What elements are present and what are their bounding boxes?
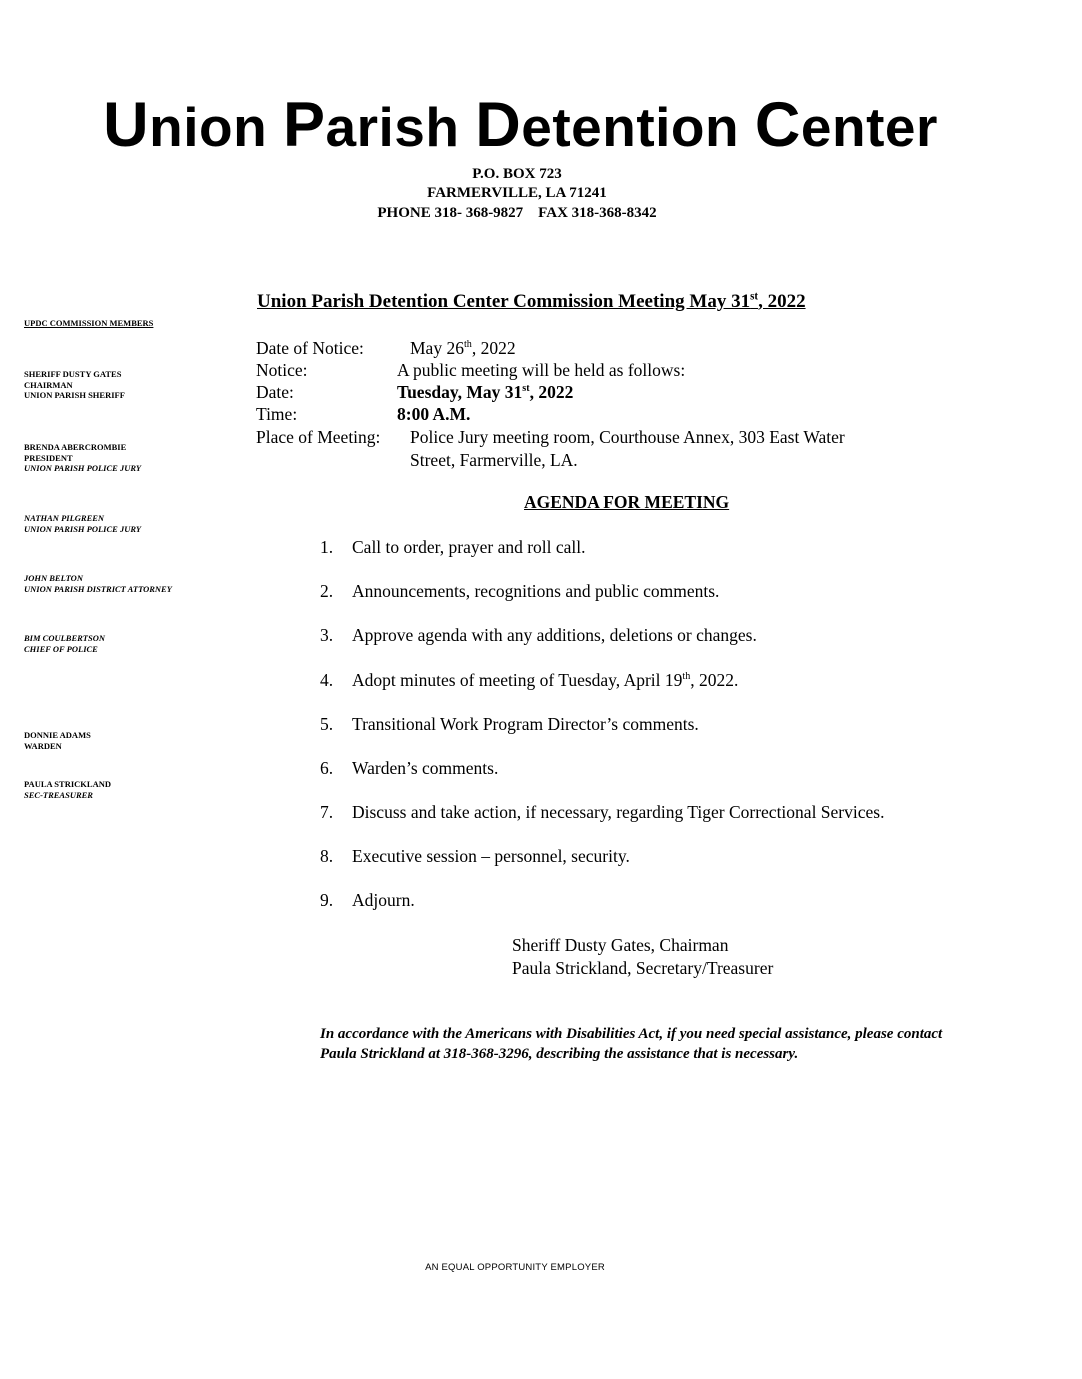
member-entry: BIM COULBERTSON CHIEF OF POLICE xyxy=(24,633,106,654)
member-entry: PAULA STRICKLAND SEC-TREASURER xyxy=(24,779,111,800)
member-entry: NATHAN PILGREEN UNION PARISH POLICE JURY xyxy=(24,513,142,534)
member-entry: JOHN BELTON UNION PARISH DISTRICT ATTORNEY xyxy=(24,573,172,594)
agenda-title: AGENDA FOR MEETING xyxy=(524,492,730,512)
ada-accessibility-note: In accordance with the Americans with Disabilities Act, if you need special assistance, please contact Paula Strickland at 318-368-3296, describing the assistance that is necessary. xyxy=(320,1026,943,1062)
signature-chairman: Sheriff Dusty Gates, Chairman xyxy=(512,935,729,955)
title-word: Center xyxy=(754,90,938,160)
member-entry: SHERIFF DUSTY GATES CHAIRMAN UNION PARISH SHERIFF xyxy=(24,369,125,400)
member-entry: DONNIE ADAMS WARDEN xyxy=(24,730,91,751)
signature-secretary: Paula Strickland, Secretary/Treasurer xyxy=(512,958,774,978)
organization-title xyxy=(0,92,1041,160)
title-word: Union xyxy=(103,90,283,160)
address-phone-fax: PHONE 318- 368-9827 FAX 318-368-8342 xyxy=(377,205,657,221)
address-city: FARMERVILLE, LA 71241 xyxy=(427,185,607,201)
address-po-box: P.O. BOX 723 xyxy=(472,166,562,182)
title-word: Detention xyxy=(475,90,755,160)
sidebar-heading: UPDC COMMISSION MEMBERS xyxy=(24,318,154,328)
footer-equal-opportunity: AN EQUAL OPPORTUNITY EMPLOYER xyxy=(425,1262,605,1273)
member-entry: BRENDA ABERCROMBIE PRESIDENT UNION PARISH POLICE JURY xyxy=(24,442,142,473)
meeting-heading: Union Parish Detention Center Commission Meeting May 31st, 2022 xyxy=(257,290,806,312)
title-word: Parish xyxy=(282,90,476,160)
